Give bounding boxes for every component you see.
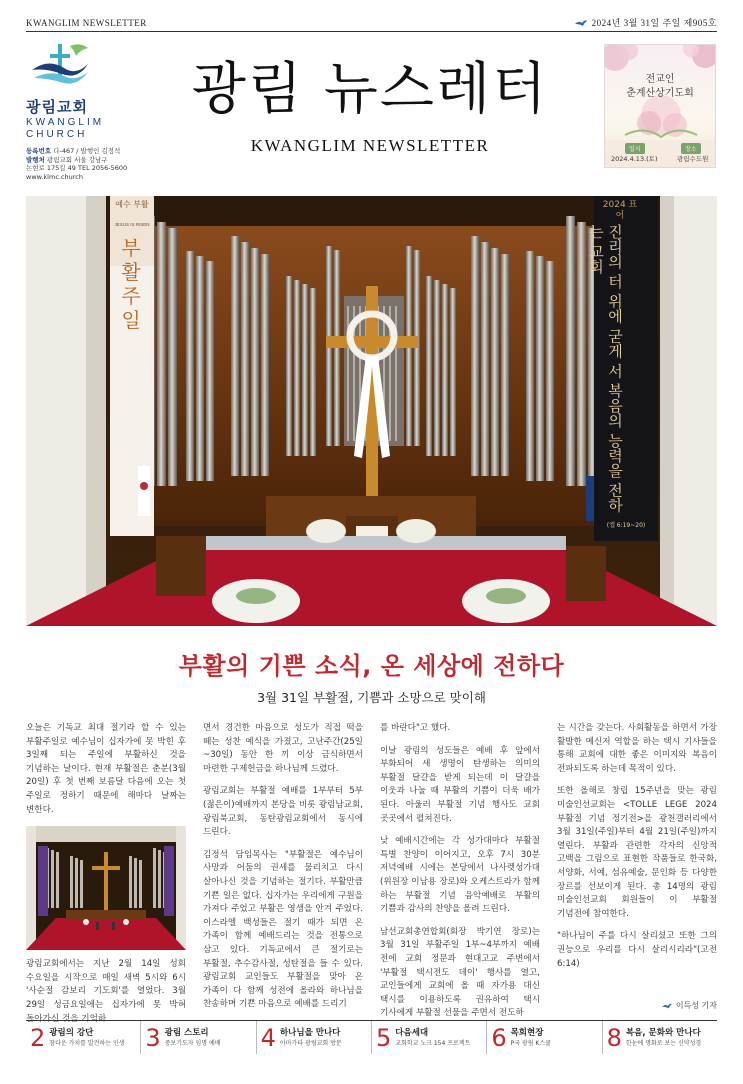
website-link[interactable]: www.klmc.church (26, 172, 83, 181)
inset-organ-illustration (26, 826, 186, 950)
church-name-en-2: CHURCH (26, 129, 88, 140)
article-column-3 (380, 722, 540, 1030)
index-item-page-8[interactable]: 8 복음, 문화와 만나다 한눈에 명화로 보는 신약성경 (606, 1023, 702, 1052)
ad-place-value: 광림수도원 (677, 155, 709, 163)
paragraph: 이날 광림의 성도들은 예배 후 앞에서 부화되어 새 생명이 탄생하는 의미의 부활절 달걀을 받게 되는데 이 달걀을 이웃과 나눌 때 부활의 기쁨이 더욱 배가 된다. 아울러 부활절 기념 행사도 교회 곳곳에서 펼쳐진다. (380, 745, 540, 824)
dove-icon (574, 18, 588, 28)
index-page-number: 3 (145, 1023, 161, 1052)
index-item-page-3[interactable]: 3 광림 스토리 중보기도자 임명 예배 (141, 1021, 256, 1054)
left-banner-main: 부활주일 (121, 236, 141, 332)
publication-info: 등록번호 다-467 / 발행인 김정석 발행처 광림교회 서울 강남구 논현로 175길 49 TEL 2056-5600 www.klmc.church (26, 147, 136, 181)
paragraph: 면서 경건한 마음으로 성도가 직접 떡을 떼는 성찬 예식을 가졌고, 고난주간(25일~30일) 동안 한 끼 이상 금식하면서 마련한 구제헌금을 하나님께 드렸다. (203, 723, 363, 774)
newsletter-title-en: KWANGLIM NEWSLETTER (250, 136, 490, 155)
newsletter-label: KWANGLIM NEWSLETTER (26, 17, 147, 28)
paragraph: 오늘은 기독교 최대 절기라 할 수 있는 부활주일로 예수님이 십자가에 못 박힌 후 3일째 되는 주일에 부활하신 것을 기념하는 날이다. 현재 부활절은 춘분(3월 20일) 후 첫 번째 보름달 다음에 오는 첫 주일로 정하기 때문에 해마다 날짜는 변한다. (26, 723, 186, 815)
paragraph: 낮 예배시간에는 각 성가대마다 부활절 특별 찬양이 이어지고, 오후 7시 30분 저녁예배 시에는 본당에서 나사렛성가대(위원장 이남용 장로)와 오케스트라가 함께 하는 부활절 기념 음악예배로 부활의 기쁨과 감사의 찬양을 올려 드린다. (380, 836, 540, 915)
church-logo-block (26, 40, 136, 181)
paragraph: 광림교회는 부활절 예배를 1부부터 5부(젊은이)예배까지 본당을 비롯 광림남교회, 광림북교회, 동탄광림교회에서 동시에 드린다. (203, 786, 363, 838)
issue-date: 2024년 3월 31일 주일 제905호 (591, 18, 717, 28)
left-banner-en: JESUS IS RISEN (114, 222, 150, 227)
ad-title: 전교인 춘계산상기도회 (626, 74, 694, 99)
bible-quote: "하나님이 주를 다시 살리셨고 또한 그의 권능으로 우리를 다시 살리시리라"(고전 6:14) (557, 931, 717, 969)
ad-date-tag: 일시 (625, 143, 645, 154)
article-column-1 (26, 722, 186, 1035)
paragraph: 김정석 담임목사는 "부활절은 예수님이 사망과 어둠의 권세를 물리치고 다시 살아나신 것을 기념하는 절기다. 부활만큼 기쁜 일은 없다. 십자가는 우리에게 구원을 가져다 주었고 부활은 영생을 안겨 주었다. 이스라엘 백성들은 절기 때가 되면 온 가족이 함께 예배드리는 것을 전통으로 삼고 있다. 기독교에서 큰 절기로는 부활절, 추수감사절, 성탄절을 들 수 있다. 광림교회 교인들도 부활절을 맞아 온 가족이 다 함께 성전에 올라와 하나님을 찬송하며 기쁜 마음으로 예배를 드리기 (203, 849, 363, 1010)
sanctuary-photo (26, 196, 717, 626)
index-item-page-2[interactable]: 2 광림의 강단 참다운 가치를 발견하는 인생 (26, 1021, 141, 1054)
top-strip (26, 14, 717, 32)
right-banner-ref: (엡 6:19~20) (606, 522, 646, 529)
contents-index (26, 1020, 717, 1054)
church-logo-icon (30, 40, 90, 90)
article-column-4 (557, 722, 717, 980)
index-page-number: 8 (606, 1023, 622, 1052)
issue-info (574, 16, 717, 29)
article-headline: 부활의 기쁜 소식, 온 세상에 전하다 (178, 652, 565, 680)
paragraph: 또한 올해로 창립 15주년을 맞는 광림 미술인선교회는 <TOLLE LEGE 2024 부활절 기념 정기전>을 광천갤러리에서 3월 31일(주일)부터 4월 21일(주일)까지 열린다. 부활과 관련한 각자의 신앙적 고백을 그림으로 표현한 작품들로 한국화, 서양화, 서예, 섬유예술, 문인화 등 다양한 장르를 선보이게 된다. 총 14명의 광림 미술인선교회 회원들이 이 부활절 기념전에 참여한다. (557, 786, 717, 919)
right-banner-year: 2024 표어 (602, 200, 638, 221)
left-banner-top: 예수 부활 (115, 200, 149, 209)
article-subhead: 3월 31일 부활절, 기쁨과 소망으로 맞이해 (257, 690, 486, 705)
index-page-number: 2 (30, 1023, 46, 1052)
article-column-2 (203, 722, 363, 1021)
index-item-page-5[interactable]: 5 다음세대 교회학교 노크 154 프로젝트 (372, 1021, 487, 1054)
ad-date-value: 2024.4.13.(토) (611, 155, 658, 163)
index-page-number: 5 (375, 1023, 392, 1052)
index-item-page-6[interactable]: 6 목회현장 P국 광림 K스쿨 (487, 1021, 602, 1054)
reporter-name: 이득성 기자 (675, 1001, 717, 1010)
index-page-number: 6 (491, 1023, 507, 1052)
paragraph: 남선교회총연합회(회장 박기연 장로)는 3월 31일 부활주일 1부~4부까지 예배 전에 교회 정문과 현대고교 주변에서 '부활절 택시전도 데이' 행사를 열고, 교인들에게 교회에 올 때 자가용 대신 택시를 이용하도록 권유하여 택시 기사에게 부활절 선물을 주면서 전도하 (380, 926, 540, 1019)
index-page-number: 4 (260, 1023, 276, 1052)
prayer-meeting-ad[interactable] (604, 44, 716, 168)
dove-icon (661, 1002, 673, 1010)
newsletter-title: 광림 뉴스레터 (191, 57, 549, 122)
right-banner-main: 진리의 터 위에 굳게 서 복음의 능력을 전하는 교회 (587, 224, 624, 513)
byline (661, 1000, 717, 1011)
inset-photo (26, 826, 186, 950)
paragraph: 를 바란다"고 했다. (380, 723, 451, 733)
church-name-ko: 광림교회 (26, 98, 88, 116)
index-item-page-4[interactable]: 4 하나님을 만나다 아마가타 광림교회 방문 (257, 1021, 372, 1054)
ad-place-tag: 장소 (681, 143, 701, 154)
church-name-en-1: KWANGLIM (26, 117, 105, 128)
paragraph: 는 시간을 갖는다. 사회활동을 하면서 가장 활발한 메신저 역할을 하는 택시 기사들을 통해 교회에 대한 좋은 이미지와 복음이 전파되도록 하는데 목적이 있다. (557, 723, 717, 774)
paragraph: 광림교회에서는 지난 2월 14일 성회 수요일을 시작으로 매일 새벽 5시와 6시 '사순절 감보리 기도회'를 열었다. 3월 29일 성금요일에는 십자가에 못 박혀 돌아가신 것을 기억하 (26, 959, 186, 1024)
